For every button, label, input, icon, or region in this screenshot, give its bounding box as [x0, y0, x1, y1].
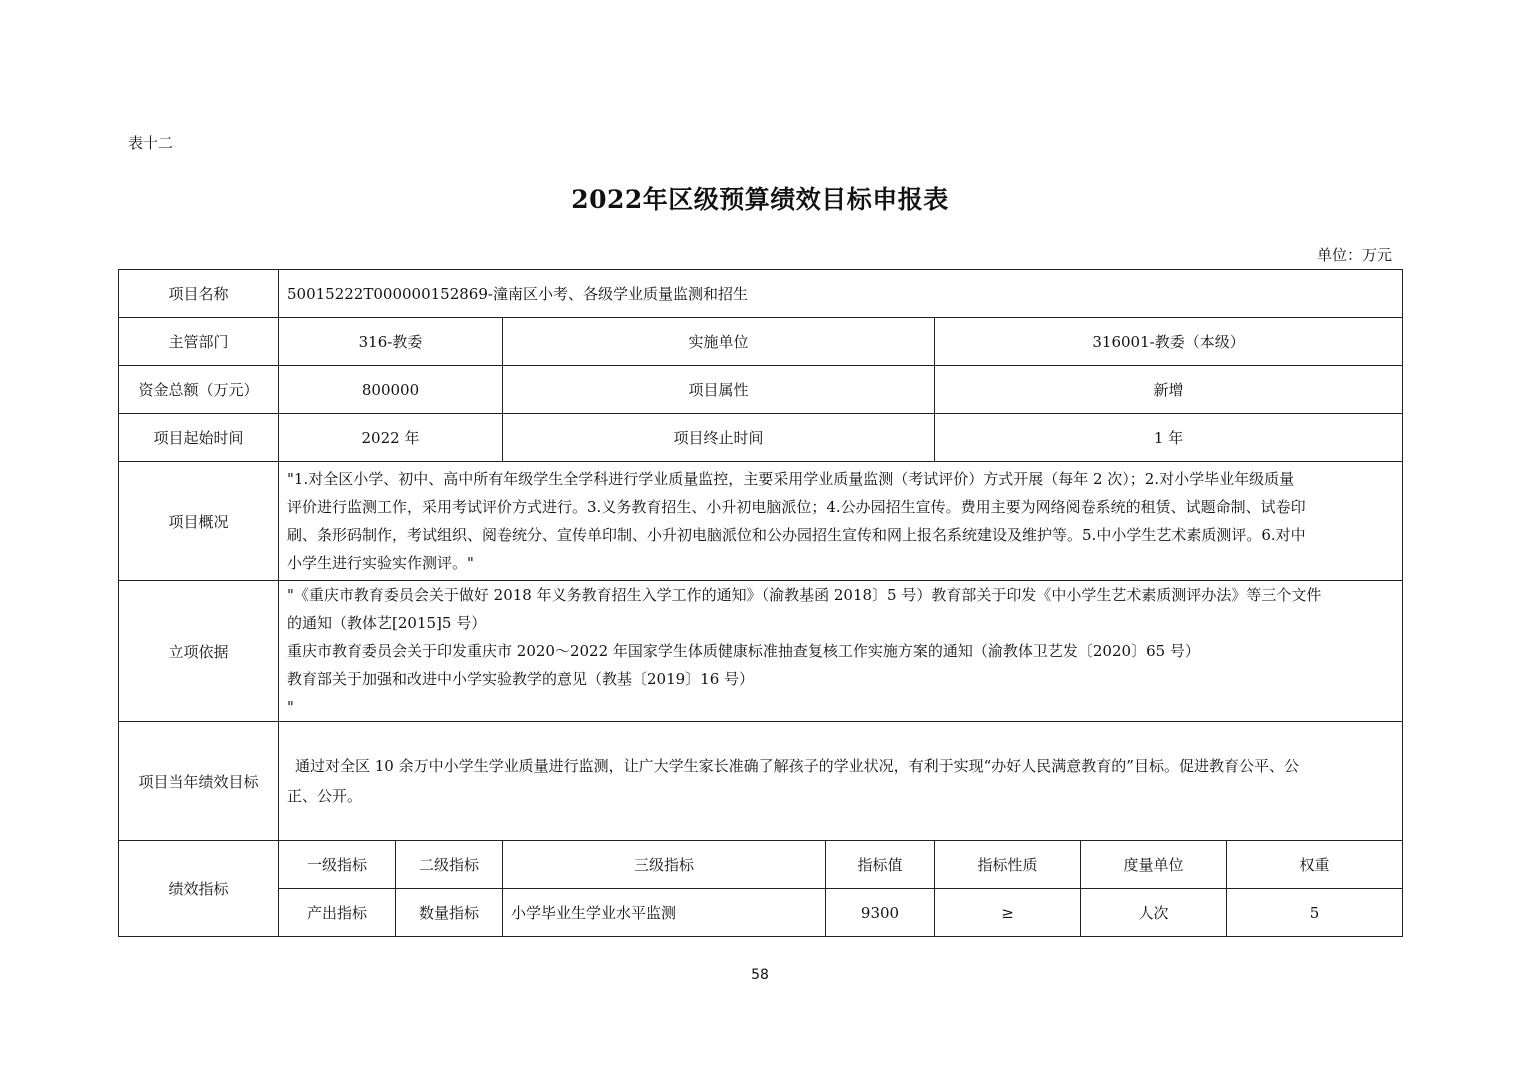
overview-label: 项目概况: [119, 462, 279, 581]
table-row: [119, 889, 1403, 937]
department-label: 主管部门: [119, 318, 279, 366]
start-time-value: 2022 年: [279, 414, 503, 462]
basis-line: "《重庆市教育委员会关于做好 2018 年义务教育招生入学工作的通知》（渝教基函 2018〕5 号）教育部关于印发《中小学生艺术素质测评办法》等三个文件: [287, 586, 1322, 604]
implementing-unit-value: 316001-教委（本级）: [935, 318, 1403, 366]
indicators-label: 绩效指标: [119, 841, 279, 937]
indicator-weight: 5: [1227, 889, 1403, 937]
row-time: [119, 414, 1403, 462]
basis-label: 立项依据: [119, 581, 279, 722]
row-department: [119, 318, 1403, 366]
indicator-unit: 人次: [1081, 889, 1227, 937]
overview-line: 评价进行监测工作，采用考试评价方式进行。3.义务教育招生、小升初电脑派位；4.公办园招生宣传。费用主要为网络阅卷系统的租赁、试题命制、试卷印: [287, 498, 1306, 516]
page-title: 2022年区级预算绩效目标申报表: [571, 185, 949, 214]
funds-label: 资金总额（万元）: [119, 366, 279, 414]
indicator-level1: 产出指标: [279, 889, 396, 937]
indicator-level2: 数量指标: [396, 889, 503, 937]
header-weight: 权重: [1227, 841, 1403, 889]
overview-line: 刷、条形码制作，考试组织、阅卷统分、宣传单印制、小升初电脑派位和公办园招生宣传和网上报名系统建设及维护等。5.中小学生艺术素质测评。6.对中: [287, 526, 1306, 544]
basis-line: 教育部关于加强和改进中小学实验教学的意见（教基〔2019〕16 号）: [287, 670, 755, 688]
row-funds: [119, 366, 1403, 414]
row-basis: [119, 581, 1403, 722]
project-name-label: 项目名称: [119, 270, 279, 318]
indicator-level3: 小学毕业生学业水平监测: [503, 889, 826, 937]
funds-value: 800000: [279, 366, 503, 414]
end-time-value: 1 年: [935, 414, 1403, 462]
department-value: 316-教委: [279, 318, 503, 366]
implementing-unit-label: 实施单位: [503, 318, 935, 366]
basis-line: 重庆市教育委员会关于印发重庆市 2020～2022 年国家学生体质健康标准抽查复核工作实施方案的通知（渝教体卫艺发〔2020〕65 号）: [287, 642, 1200, 660]
indicator-header-row: [119, 841, 1403, 889]
end-time-label: 项目终止时间: [503, 414, 935, 462]
overview-line: "1.对全区小学、初中、高中所有年级学生全学科进行学业质量监控，主要采用学业质量监测（考试评价）方式开展（每年 2 次）；2.对小学毕业年级质量: [287, 470, 1295, 488]
project-name-value: 50015222T000000152869-潼南区小考、各级学业质量监测和招生: [279, 270, 1403, 318]
overview-text: [279, 462, 1403, 581]
header-nature: 指标性质: [935, 841, 1081, 889]
basis-text: [279, 581, 1403, 722]
basis-line: ": [287, 698, 294, 716]
header-level3: 三级指标: [503, 841, 826, 889]
row-goal: [119, 722, 1403, 841]
page-number: 58: [751, 967, 769, 983]
indicator-nature: ≥: [935, 889, 1081, 937]
table-label: 表十二: [128, 134, 174, 152]
basis-line: 的通知（教体艺[2015]5 号）: [287, 614, 487, 632]
header-value: 指标值: [826, 841, 935, 889]
header-unit: 度量单位: [1081, 841, 1227, 889]
unit-label: 单位：万元: [1316, 246, 1392, 264]
indicator-value: 9300: [826, 889, 935, 937]
row-overview: [119, 462, 1403, 581]
project-attribute-label: 项目属性: [503, 366, 935, 414]
goal-text: [279, 722, 1403, 841]
goal-label: 项目当年绩效目标: [119, 722, 279, 841]
goal-line: 正、公开。: [287, 787, 363, 805]
goal-line: 通过对全区 10 余万中小学生学业质量进行监测，让广大学生家长准确了解孩子的学业状况，有利于实现“办好人民满意教育的”目标。促进教育公平、公: [295, 757, 1299, 775]
header-level2: 二级指标: [396, 841, 503, 889]
header-level1: 一级指标: [279, 841, 396, 889]
row-project-name: [119, 270, 1403, 318]
overview-line: 小学生进行实验实作测评。": [287, 554, 474, 572]
start-time-label: 项目起始时间: [119, 414, 279, 462]
budget-performance-table: [118, 269, 1403, 937]
project-attribute-value: 新增: [935, 366, 1403, 414]
